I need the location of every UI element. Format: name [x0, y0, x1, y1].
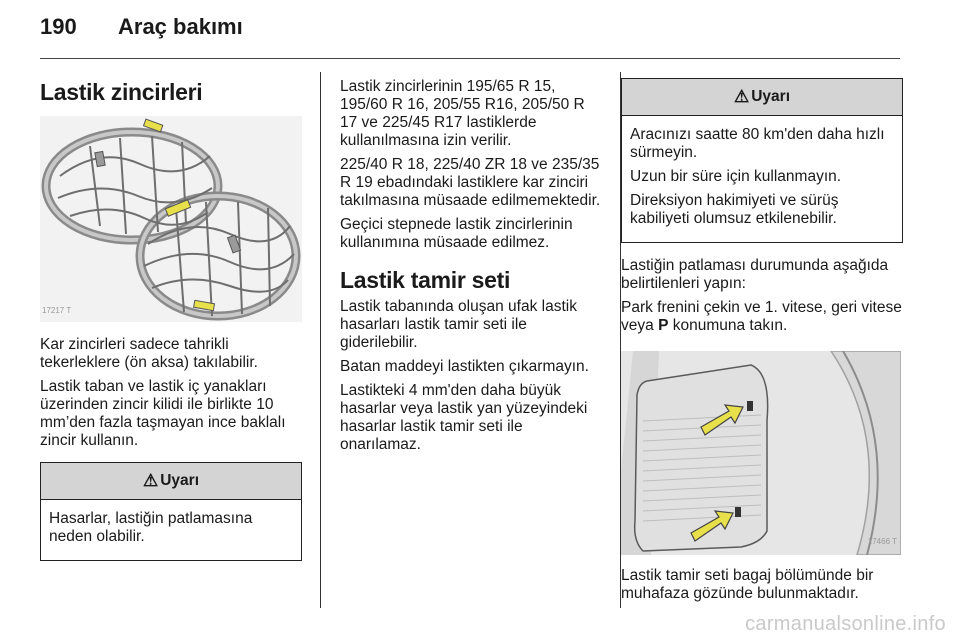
watermark: carmanualsonline.info [745, 613, 946, 635]
snow-chain-image [40, 116, 302, 322]
page-header-title: Araç bakımı [118, 14, 243, 39]
snow-chain-illustration [40, 116, 302, 322]
paragraph: Batan maddeyi lastikten çıkarmayın. [340, 358, 589, 375]
paragraph: Park frenini çekin ve 1. vitese, geri vitese veya P konumuna takın. [621, 299, 902, 334]
warning-text: Hasarlar, lastiğin patlamasına neden olabilir. [49, 510, 253, 545]
paragraph: Lastikteki 4 mm'den daha büyük hasarlar veya lastik yan yüzeyindeki hasarlar lastik tamir seti ile onarılamaz. [340, 382, 588, 453]
column-divider-1 [320, 72, 321, 608]
column-2 [340, 78, 602, 460]
gear-position-p: P [658, 317, 669, 334]
warning-title: Uyarı [160, 472, 200, 489]
warning-title: Uyarı [751, 88, 791, 105]
figure-code: 17217 T [42, 306, 72, 315]
section-title-snow-chains: Lastik zincirleri [40, 79, 203, 105]
warning-text: Uzun bir süre için kullanmayın. [630, 168, 842, 185]
trunk-compartment-illustration [621, 351, 901, 555]
paragraph: Lastik tabanında oluşan ufak lastik hasarları lastik tamir seti ile giderilebilir. [340, 298, 577, 351]
warning-body [622, 116, 902, 242]
section-title-tire-repair-kit: Lastik tamir seti [340, 267, 511, 293]
warning-triangle-icon: ⚠ [142, 471, 159, 490]
paragraph: Lastik taban ve lastik iç yanakları üzerinden zincir kilidi ile birlikte 10 mm’den fazla taşmayan ince baklalı zincir kullanın. [40, 378, 286, 449]
warning-triangle-icon: ⚠ [733, 87, 750, 106]
warning-header [622, 79, 902, 116]
warning-header [41, 463, 301, 500]
warning-box [621, 78, 903, 243]
warning-text: Direksiyon hakimiyeti ve sürüş kabiliyeti olumsuz etkilenebilir. [630, 192, 839, 227]
warning-body [41, 500, 301, 560]
warning-text: Aracınızı saatte 80 km'den daha hızlı sürmeyin. [630, 126, 885, 161]
paragraph: Kar zincirleri sadece tahrikli tekerleklere (ön aksa) takılabilir. [40, 336, 258, 371]
trunk-compartment-image [621, 351, 901, 555]
header-rule [40, 58, 900, 59]
column-1 [40, 72, 302, 575]
column-3 [621, 78, 903, 609]
paragraph: Lastik tamir seti bagaj bölümünde bir muhafaza gözünde bulunmaktadır. [621, 567, 874, 602]
paragraph: Lastik zincirlerinin 195/65 R 15, 195/60 R 16, 205/55 R16, 205/50 R 17 ve 225/45 R17 lastiklerde kullanılmasına izin verilir. [340, 78, 585, 149]
paragraph: Geçici stepnede lastik zincirlerinin kullanımına müsaade edilmez. [340, 216, 573, 251]
figure-code: 17466 T [867, 537, 897, 546]
page-number: 190 [40, 14, 77, 39]
paragraph: 225/40 R 18, 225/40 ZR 18 ve 235/35 R 19 ebadındaki lastiklere kar zinciri takılmasına müsaade edilmemektedir. [340, 156, 601, 209]
paragraph: Lastiğin patlaması durumunda aşağıda belirtilenleri yapın: [621, 257, 889, 292]
warning-box [40, 462, 302, 561]
